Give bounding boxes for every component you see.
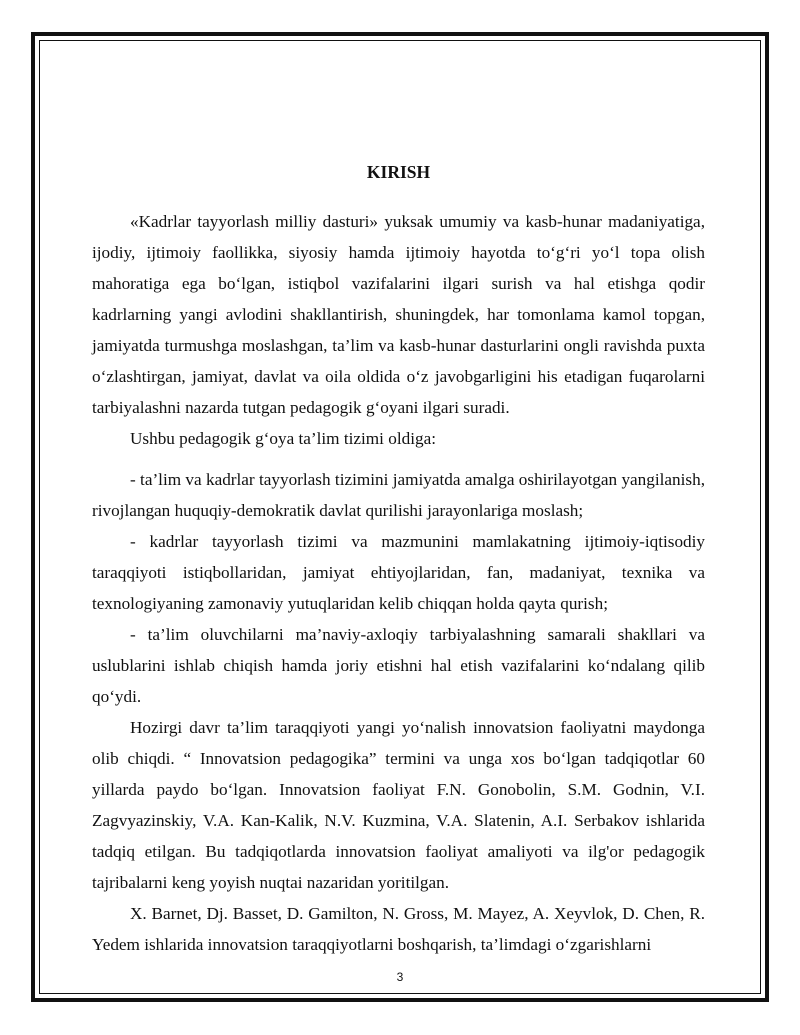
paragraph-intro: «Kadrlar tayyorlash milliy dasturi» yuksak umumiy va kasb-hunar madaniyatiga, ijodiy, ijtimoiy faollikka, siyosiy hamda ijtimoiy hayotda to‘g‘ri yo‘l topa olish mahoratiga ega bo‘lgan, istiqbol vazifalarini ilgari surish va hal etishga qodir kadrlarning yangi avlodini shakllantirish, shuningdek, har tomonlama kamol topgan, jamiyatda turmushga moslashgan, ta’lim va kasb-hunar dasturlarini ongli ravishda puxta o‘zlashtirgan, jamiyat, davlat va oila oldida o‘z javobgarligini his etadigan fuqarolarni tarbiyalashni nazarda tutgan pedagogik g‘oyani ilgari suradi. — [92, 212, 705, 417]
paragraph-researchers: X. Barnet, Dj. Basset, D. Gamilton, N. Gross, M. Mayez, A. Xeyvlok, D. Chen, R. Yedem ishlarida innovatsion taraqqiyotlarni boshqarish, ta’limdagi o‘zgarishlarni — [92, 904, 705, 954]
section-heading: KIRISH — [366, 162, 431, 182]
paragraph-tasks-lead: Ushbu pedagogik g‘oya ta’lim tizimi oldiga: — [130, 429, 436, 448]
page-number: 3 — [396, 970, 404, 984]
list-item-task-1: - ta’lim va kadrlar tayyorlash tizimini jamiyatda amalga oshirilayotgan yangilanish, rivojlangan huquqiy-demokratik davlat qurilishi jarayonlariga moslash; — [92, 470, 705, 520]
list-item-task-2: - kadrlar tayyorlash tizimi va mazmunini mamlakatning ijtimoiy-iqtisodiy taraqqiyoti istiqbollaridan, jamiyat ehtiyojlaridan, fan, madaniyat, texnika va texnologiyaning zamonaviy yutuqlaridan kelib chiqqan holda qayta qurish; — [92, 532, 705, 613]
list-item-task-3: - ta’lim oluvchilarni ma’naviy-axloqiy tarbiyalashning samarali shakllari va uslublarini ishlab chiqish hamda joriy etishni hal etish vazifalarini ko‘ndalang qilib qo‘ydi. — [92, 625, 705, 706]
document-body — [92, 158, 705, 960]
paragraph-innovation: Hozirgi davr ta’lim taraqqiyoti yangi yo‘nalish innovatsion faoliyatni maydonga olib chiqdi. “ Innovatsion pedagogika” termini va unga xos bo‘lgan tadqiqotlar 60 yillarda paydo bo‘lgan. Innovatsion faoliyat F.N. Gonobolin, S.M. Godnin, V.I. Zagvyazinskiy, V.A. Kan-Kalik, N.V. Kuzmina, V.A. Slatenin, A.I. Serbakov ishlarida tadqiq etilgan. Bu tadqiqotlarda innovatsion faoliyat amaliyoti va ilg'or pedagogik tajribalarni keng yoyish nuqtai nazaridan yoritilgan. — [92, 718, 705, 892]
